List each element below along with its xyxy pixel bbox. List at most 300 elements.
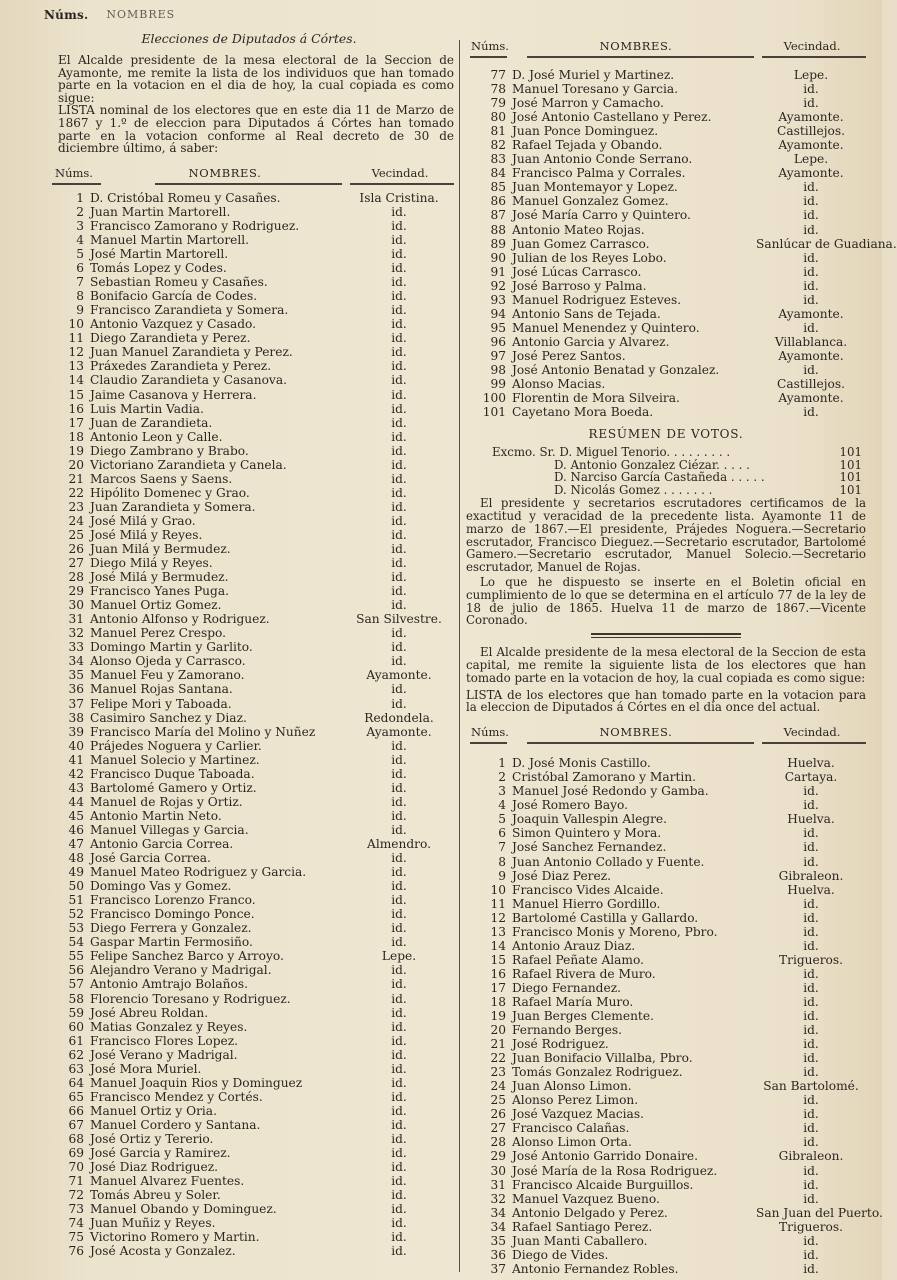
elector-name: José Milá y Grao.: [90, 513, 196, 528]
elector-vecindad: Castillejos.: [777, 124, 845, 139]
elector-name: Alejandro Verano y Madrigal.: [90, 963, 272, 978]
elector-name: José Lúcas Carrasco.: [512, 264, 642, 279]
elector-name: Victorino Romero y Martin.: [90, 1230, 260, 1245]
elector-vecindad: id.: [391, 738, 407, 753]
elector-vecindad: Lepe.: [793, 152, 829, 167]
elector-name: Victoriano Zarandieta y Canela.: [90, 457, 287, 472]
list-item: [466, 883, 866, 897]
elector-number: 23: [68, 499, 84, 514]
elector-number: 83: [490, 152, 506, 167]
second-list-title: LISTA de los electores que han tomado parte en la votacion para la eleccion de Diputados á Córtes en el dia once del actual.: [466, 687, 866, 715]
elector-vecindad: Villablanca.: [774, 334, 848, 349]
list-item: [466, 138, 866, 152]
elector-number: 19: [68, 443, 84, 458]
list-item: [44, 1216, 454, 1230]
list-item: [466, 1178, 866, 1192]
elector-vecindad: Ayamonte.: [778, 110, 844, 125]
header-num: Núms.: [471, 38, 509, 53]
list-item: [44, 921, 454, 935]
elector-vecindad: id.: [391, 218, 407, 233]
elector-vecindad: Ayamonte.: [778, 138, 844, 153]
elector-number: 21: [490, 1037, 506, 1052]
elector-name: Manuel de Rojas y Ortiz.: [90, 794, 243, 809]
elector-name: Manuel Martin Martorell.: [90, 232, 250, 247]
list-item: [44, 289, 454, 303]
elector-number: 65: [68, 1089, 84, 1104]
elector-number: 30: [490, 1163, 506, 1178]
list-item: [44, 1090, 454, 1104]
list-item: [466, 1135, 866, 1149]
elector-number: 50: [68, 879, 84, 894]
list-item: [44, 345, 454, 359]
elector-name: Juan Gomez Carrasco.: [512, 236, 650, 251]
elector-name: Antonio Delgado y Perez.: [512, 1205, 668, 1220]
elector-name: Juan Martin Martorell.: [90, 204, 231, 219]
elector-name: Tomás Abreu y Soler.: [90, 1188, 221, 1203]
elector-name: Francisco Vides Alcaide.: [512, 882, 664, 897]
elector-vecindad: id.: [391, 1033, 407, 1048]
elector-number: 49: [68, 865, 84, 880]
elector-number: 1: [498, 756, 506, 771]
elector-vecindad: id.: [391, 907, 407, 922]
elector-name: Juan Zarandieta y Somera.: [90, 499, 256, 514]
list-item: [466, 812, 866, 826]
elector-vecindad: Huelva.: [787, 812, 835, 827]
elector-vecindad: id.: [803, 924, 819, 939]
elector-number: 37: [68, 696, 84, 711]
elector-number: 80: [490, 110, 506, 125]
list-item: [44, 219, 454, 233]
list-item: [44, 654, 454, 668]
elector-name: Alonso Limon Orta.: [512, 1135, 632, 1150]
elector-vecindad: id.: [391, 345, 407, 360]
candidate-name: Excmo. Sr. D. Miguel Tenorio. . . . . . . . .: [492, 445, 731, 460]
candidate-name: D. Antonio Gonzalez Ciézar. . . . .: [554, 457, 750, 472]
list-item: [466, 995, 866, 1009]
elector-number: 35: [68, 668, 84, 683]
elector-number: 14: [490, 938, 506, 953]
elector-number: 17: [490, 980, 506, 995]
elector-name: José Mora Muriel.: [90, 1061, 202, 1076]
elector-name: Francisco Zamorano y Rodriguez.: [90, 218, 300, 233]
elector-vecindad: id.: [803, 82, 819, 97]
vote-count: 101: [839, 445, 862, 460]
elector-name: Francisco Lorenzo Franco.: [90, 893, 256, 908]
elector-vecindad: id.: [803, 362, 819, 377]
list-item: [44, 711, 454, 725]
elector-number: 89: [490, 236, 506, 251]
elector-number: 34: [490, 1205, 506, 1220]
elector-name: Tomás Gonzalez Rodriguez.: [512, 1065, 683, 1080]
resumen-title: RESÚMEN DE VOTOS.: [588, 427, 744, 442]
elector-vecindad: id.: [803, 222, 819, 237]
elector-number: 12: [68, 345, 84, 360]
header-num: Núms.: [471, 725, 509, 740]
elector-name: Francisco Zarandieta y Somera.: [90, 303, 289, 318]
list-item: [466, 981, 866, 995]
table-header: [44, 165, 454, 181]
elector-number: 59: [68, 1005, 84, 1020]
elector-vecindad: id.: [391, 1117, 407, 1132]
list-item: [466, 869, 866, 883]
right-column: [466, 8, 897, 1276]
elector-name: Claudio Zarandieta y Casanova.: [90, 373, 287, 388]
elector-vecindad: id.: [803, 180, 819, 195]
elector-number: 100: [482, 391, 506, 406]
elector-number: 99: [490, 377, 506, 392]
list-item: [466, 897, 866, 911]
elector-vecindad: id.: [391, 626, 407, 641]
elector-name: Manuel Mateo Rodriguez y Garcia.: [90, 865, 307, 880]
elector-vecindad: Trigueros.: [778, 952, 843, 967]
elector-number: 60: [68, 1019, 84, 1034]
list-item: [466, 124, 866, 138]
list-item: [44, 472, 454, 486]
elector-vecindad: id.: [391, 387, 407, 402]
list-item: [44, 879, 454, 893]
list-item: [44, 1006, 454, 1020]
elector-number: 52: [68, 907, 84, 922]
list-item: [466, 279, 866, 293]
list-item: [44, 1020, 454, 1034]
list-item: [44, 668, 454, 682]
elector-vecindad: id.: [803, 292, 819, 307]
list-item: [466, 251, 866, 265]
list-item: [44, 992, 454, 1006]
section-title: Elecciones de Diputados á Córtes.: [141, 31, 357, 47]
elector-vecindad: id.: [391, 1188, 407, 1203]
elector-name: Manuel Ortiz Gomez.: [90, 598, 222, 613]
elector-number: 53: [68, 921, 84, 936]
list-item: [466, 363, 866, 377]
elector-vecindad: id.: [391, 1019, 407, 1034]
elector-name: Manuel Perez Crespo.: [90, 626, 227, 641]
list-item: [466, 1093, 866, 1107]
elector-vecindad: id.: [803, 840, 819, 855]
elector-number: 45: [68, 808, 84, 823]
elector-name: Rafael Santiago Perez.: [512, 1219, 653, 1234]
elector-vecindad: id.: [803, 1009, 819, 1024]
elector-name: Juan Manuel Zarandieta y Perez.: [90, 345, 293, 360]
elector-vecindad: id.: [391, 963, 407, 978]
elector-number: 54: [68, 935, 84, 950]
elector-number: 38: [68, 710, 84, 725]
elector-number: 92: [490, 278, 506, 293]
elector-number: 13: [490, 924, 506, 939]
elector-number: 88: [490, 222, 506, 237]
elector-name: Juan Antonio Collado y Fuente.: [512, 854, 705, 869]
elector-name: Bartolomé Gamero y Ortiz.: [90, 780, 257, 795]
elector-name: Antonio Amtrajo Bolaños.: [90, 977, 248, 992]
second-table-header: [466, 724, 866, 740]
elector-name: Alonso Ojeda y Carrasco.: [90, 654, 246, 669]
elector-name: Florencio Toresano y Rodriguez.: [90, 991, 291, 1006]
list-item: [44, 458, 454, 472]
elector-name: Juan Montemayor y Lopez.: [512, 180, 678, 195]
list-item: [466, 405, 866, 419]
elector-number: 91: [490, 264, 506, 279]
elector-vecindad: id.: [391, 865, 407, 880]
list-item: [466, 335, 866, 349]
elector-number: 10: [490, 882, 506, 897]
elector-number: 93: [490, 292, 506, 307]
list-item: [44, 809, 454, 823]
elector-number: 62: [68, 1047, 84, 1062]
list-item: [466, 784, 866, 798]
elector-name: Felipe Mori y Taboada.: [90, 696, 232, 711]
elector-number: 21: [68, 471, 84, 486]
elector-name: Juan Antonio Conde Serrano.: [512, 152, 693, 167]
elector-vecindad: Ayamonte.: [366, 668, 432, 683]
elector-name: José Milá y Bermudez.: [90, 570, 229, 585]
list-item: [44, 373, 454, 387]
elector-name: Cristóbal Zamorano y Martin.: [512, 770, 697, 785]
elector-number: 55: [68, 949, 84, 964]
elector-number: 22: [490, 1051, 506, 1066]
header-rule: [44, 183, 454, 185]
elector-vecindad: id.: [391, 1146, 407, 1161]
list-item: [466, 925, 866, 939]
list-item: [44, 233, 454, 247]
elector-number: 10: [68, 317, 84, 332]
elector-number: 44: [68, 794, 84, 809]
elector-vecindad: id.: [391, 794, 407, 809]
list-item: [44, 584, 454, 598]
order-paragraph: Lo que he dispuesto se inserte en el Boletin oficial en cumplimiento de lo que se determina en el artículo 77 de la ley de 18 de julio de 1865. Huelva 11 de marzo de 1867.—Vicente Coronado.: [466, 575, 866, 628]
header-rule: [466, 56, 866, 58]
elector-name: José Romero Bayo.: [512, 798, 628, 813]
elector-name: Francisco Domingo Ponce.: [90, 907, 255, 922]
elector-vecindad: id.: [803, 1037, 819, 1052]
elector-vecindad: id.: [391, 1047, 407, 1062]
elector-name: José Diaz Perez.: [512, 868, 611, 883]
candidate-name: D. Nicolás Gomez . . . . . . .: [554, 482, 713, 497]
elector-name: Manuel Villegas y Garcia.: [90, 822, 249, 837]
vote-count: 101: [839, 457, 862, 472]
running-header-nums: Núms.: [44, 8, 89, 22]
elector-vecindad: id.: [391, 289, 407, 304]
elector-name: Alonso Macias.: [512, 377, 606, 392]
list-item: [466, 770, 866, 784]
elector-name: José María de la Rosa Rodriguez.: [512, 1163, 718, 1178]
elector-vecindad: id.: [803, 320, 819, 335]
elector-number: 23: [490, 1065, 506, 1080]
elector-vecindad: id.: [803, 250, 819, 265]
list-item: [44, 1104, 454, 1118]
elector-number: 8: [76, 289, 84, 304]
elector-vecindad: id.: [391, 527, 407, 542]
elector-number: 94: [490, 306, 506, 321]
elector-name: Sebastian Romeu y Casañes.: [90, 275, 268, 290]
elector-name: José Sanchez Fernandez.: [512, 840, 667, 855]
elector-vecindad: id.: [391, 499, 407, 514]
list-item: [44, 514, 454, 528]
list-item: [466, 1065, 866, 1079]
elector-number: 3: [76, 218, 84, 233]
elector-name: Simon Quintero y Mora.: [512, 826, 662, 841]
list-item: [466, 96, 866, 110]
elector-number: 8: [498, 854, 506, 869]
elector-number: 28: [68, 570, 84, 585]
elector-number: 58: [68, 991, 84, 1006]
elector-vecindad: Ayamonte.: [778, 348, 844, 363]
elector-number: 5: [76, 247, 84, 262]
elector-name: José Diaz Rodriguez.: [90, 1160, 218, 1175]
elector-number: 63: [68, 1061, 84, 1076]
list-item: [466, 840, 866, 854]
list-item: [466, 1234, 866, 1248]
elector-name: Tomás Lopez y Codes.: [90, 261, 227, 276]
list-item: [466, 223, 866, 237]
list-item: [44, 1188, 454, 1202]
list-item: [44, 570, 454, 584]
list-item: [44, 963, 454, 977]
list-item: [466, 1192, 866, 1206]
elector-vecindad: id.: [803, 1191, 819, 1206]
elector-name: José Antonio Garrido Donaire.: [512, 1149, 699, 1164]
elector-name: José Perez Santos.: [512, 348, 626, 363]
voter-list-left: [44, 191, 454, 1259]
list-item: [44, 1076, 454, 1090]
elector-number: 76: [68, 1244, 84, 1259]
list-item: [466, 1037, 866, 1051]
elector-vecindad: id.: [803, 194, 819, 209]
elector-number: 42: [68, 766, 84, 781]
vote-row: [466, 483, 866, 496]
elector-vecindad: id.: [803, 1163, 819, 1178]
elector-vecindad: id.: [803, 910, 819, 925]
elector-vecindad: id.: [391, 977, 407, 992]
elector-number: 51: [68, 893, 84, 908]
elector-number: 82: [490, 138, 506, 153]
elector-number: 35: [490, 1233, 506, 1248]
list-item: [44, 542, 454, 556]
list-item: [466, 68, 866, 82]
elector-name: José Garcia Correa.: [90, 851, 211, 866]
elector-number: 9: [76, 303, 84, 318]
list-item: [44, 612, 454, 626]
list-item: [466, 756, 866, 770]
elector-number: 57: [68, 977, 84, 992]
elector-number: 69: [68, 1146, 84, 1161]
elector-number: 36: [68, 682, 84, 697]
elector-name: José Antonio Castellano y Perez.: [512, 110, 712, 125]
elector-vecindad: Castillejos.: [777, 377, 845, 392]
elector-name: Rafael María Muro.: [512, 994, 634, 1009]
elector-number: 95: [490, 320, 506, 335]
elector-vecindad: id.: [391, 752, 407, 767]
list-item: [44, 1202, 454, 1216]
elector-number: 7: [76, 275, 84, 290]
elector-number: 40: [68, 738, 84, 753]
elector-number: 12: [490, 910, 506, 925]
list-item: [44, 1230, 454, 1244]
elector-number: 96: [490, 334, 506, 349]
elector-number: 17: [68, 415, 84, 430]
elector-vecindad: id.: [391, 303, 407, 318]
list-item: [466, 1079, 866, 1093]
elector-number: 11: [490, 896, 506, 911]
list-item: [44, 303, 454, 317]
list-item: [44, 1244, 454, 1258]
elector-name: José Milá y Reyes.: [90, 527, 203, 542]
elector-name: Diego Ferrera y Gonzalez.: [90, 921, 252, 936]
elector-name: D. José Monis Castillo.: [512, 756, 651, 771]
elector-vecindad: Almendro.: [367, 837, 431, 851]
elector-number: 28: [490, 1135, 506, 1150]
elector-number: 66: [68, 1103, 84, 1118]
elector-vecindad: Huelva.: [787, 882, 835, 897]
elector-vecindad: id.: [391, 654, 407, 669]
list-item: [44, 851, 454, 865]
list-item: [466, 236, 897, 251]
elector-vecindad: id.: [803, 278, 819, 293]
elector-vecindad: id.: [391, 1089, 407, 1104]
elector-vecindad: id.: [803, 1065, 819, 1080]
list-item: [466, 911, 866, 925]
list-item: [466, 307, 866, 321]
list-item: [44, 697, 454, 711]
header-vecindad: Vecindad.: [783, 725, 841, 740]
elector-vecindad: id.: [391, 570, 407, 585]
elector-number: 7: [498, 840, 506, 855]
list-item: [44, 388, 454, 402]
list-item: [44, 444, 454, 458]
list-item: [466, 1205, 883, 1220]
elector-name: Matias Gonzalez y Reyes.: [90, 1019, 248, 1034]
elector-number: 41: [68, 752, 84, 767]
column-divider: [459, 40, 460, 1272]
list-item: [466, 953, 866, 967]
elector-vecindad: id.: [803, 1107, 819, 1122]
elector-name: Manuel Joaquin Rios y Dominguez: [90, 1075, 303, 1090]
elector-number: 26: [490, 1107, 506, 1122]
page-running-header: [44, 8, 454, 22]
list-item: [466, 1164, 866, 1178]
elector-vecindad: Ayamonte.: [366, 724, 432, 739]
list-item: [466, 1220, 866, 1234]
elector-name: Francisco Palma y Corrales.: [512, 166, 686, 181]
list-item: [44, 795, 454, 809]
elector-vecindad: id.: [803, 1051, 819, 1066]
elector-name: Diego Zambrano y Brabo.: [90, 443, 249, 458]
elector-name: D. José Muriel y Martinez.: [512, 68, 675, 82]
elector-vecindad: id.: [391, 584, 407, 599]
elector-vecindad: id.: [391, 1131, 407, 1146]
elector-number: 86: [490, 194, 506, 209]
header-name: NOMBRES.: [599, 38, 673, 53]
elector-number: 22: [68, 485, 84, 500]
list-item: [44, 682, 454, 696]
elector-name: Manuel Toresano y Garcia.: [512, 82, 679, 97]
elector-vecindad: id.: [391, 443, 407, 458]
list-item: [466, 194, 866, 208]
list-item: [44, 317, 454, 331]
elector-vecindad: id.: [391, 556, 407, 571]
elector-name: Bartolomé Castilla y Gallardo.: [512, 910, 699, 925]
elector-vecindad: id.: [803, 784, 819, 799]
elector-vecindad: id.: [391, 935, 407, 950]
elector-name: Manuel Rodriguez Esteves.: [512, 292, 682, 307]
elector-vecindad: id.: [391, 1216, 407, 1231]
elector-vecindad: Isla Cristina.: [359, 190, 439, 205]
elector-name: José Martin Martorell.: [90, 247, 229, 262]
elector-name: Juan Ponce Dominguez.: [512, 124, 659, 139]
elector-name: Cayetano Mora Boeda.: [512, 405, 654, 420]
list-item: [44, 416, 454, 430]
elector-number: 14: [68, 373, 84, 388]
elector-number: 24: [68, 513, 84, 528]
